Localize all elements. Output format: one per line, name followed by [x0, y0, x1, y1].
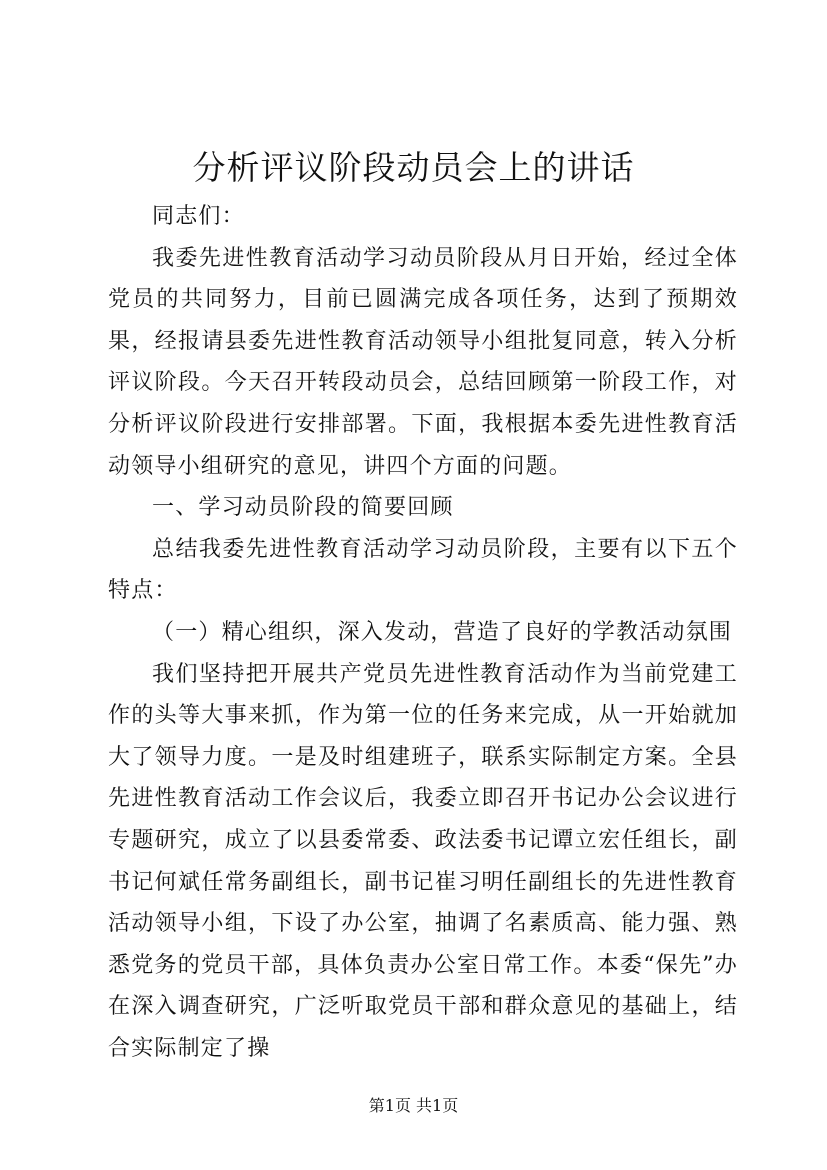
document-title: 分析评议阶段动员会上的讲话: [192, 148, 635, 187]
section-heading-1: 一、学习动员阶段的简要回顾: [152, 495, 454, 521]
page-footer: 第1页 共1页: [368, 1096, 459, 1115]
paragraph-summary: 总结我委先进性教育活动学习动员阶段，主要有以下五个特点：: [108, 536, 738, 604]
paragraph-intro: 我委先进性教育活动学习动员阶段从月日开始，经过全体党员的共同努力，目前已圆满完成各项任务，达到了预期效果，经报请县委先进性教育活动领导小组批复同意，转入分析评议阶段。今天召开转段动员会，总结回顾第一阶段工作，对分析评议阶段进行安排部署。下面，我根据本委先进性教育活动领导小组研究的意见，讲四个方面的问题。: [108, 245, 738, 479]
document-body: [108, 196, 738, 1069]
subsection-heading-1: （一）精心组织，深入发动，营造了良好的学教活动氛围: [152, 619, 733, 645]
paragraph-body: 我们坚持把开展共产党员先进性教育活动作为当前党建工作的头等大事来抓，作为第一位的任务来完成，从一开始就加大了领导力度。一是及时组建班子，联系实际制定方案。全县先进性教育活动工作会议后，我委立即召开书记办公会议进行专题研究，成立了以县委常委、政法委书记谭立宏任组长，副书记何斌任常务副组长，副书记崔习明任副组长的先进性教育活动领导小组，下设了办公室，抽调了名素质高、能力强、熟悉党务的党员干部，具体负责办公室日常工作。本委“保先”办在深入调查研究，广泛听取党员干部和群众意见的基础上，结合实际制定了操: [108, 661, 738, 1061]
salutation: 同志们：: [152, 204, 245, 229]
